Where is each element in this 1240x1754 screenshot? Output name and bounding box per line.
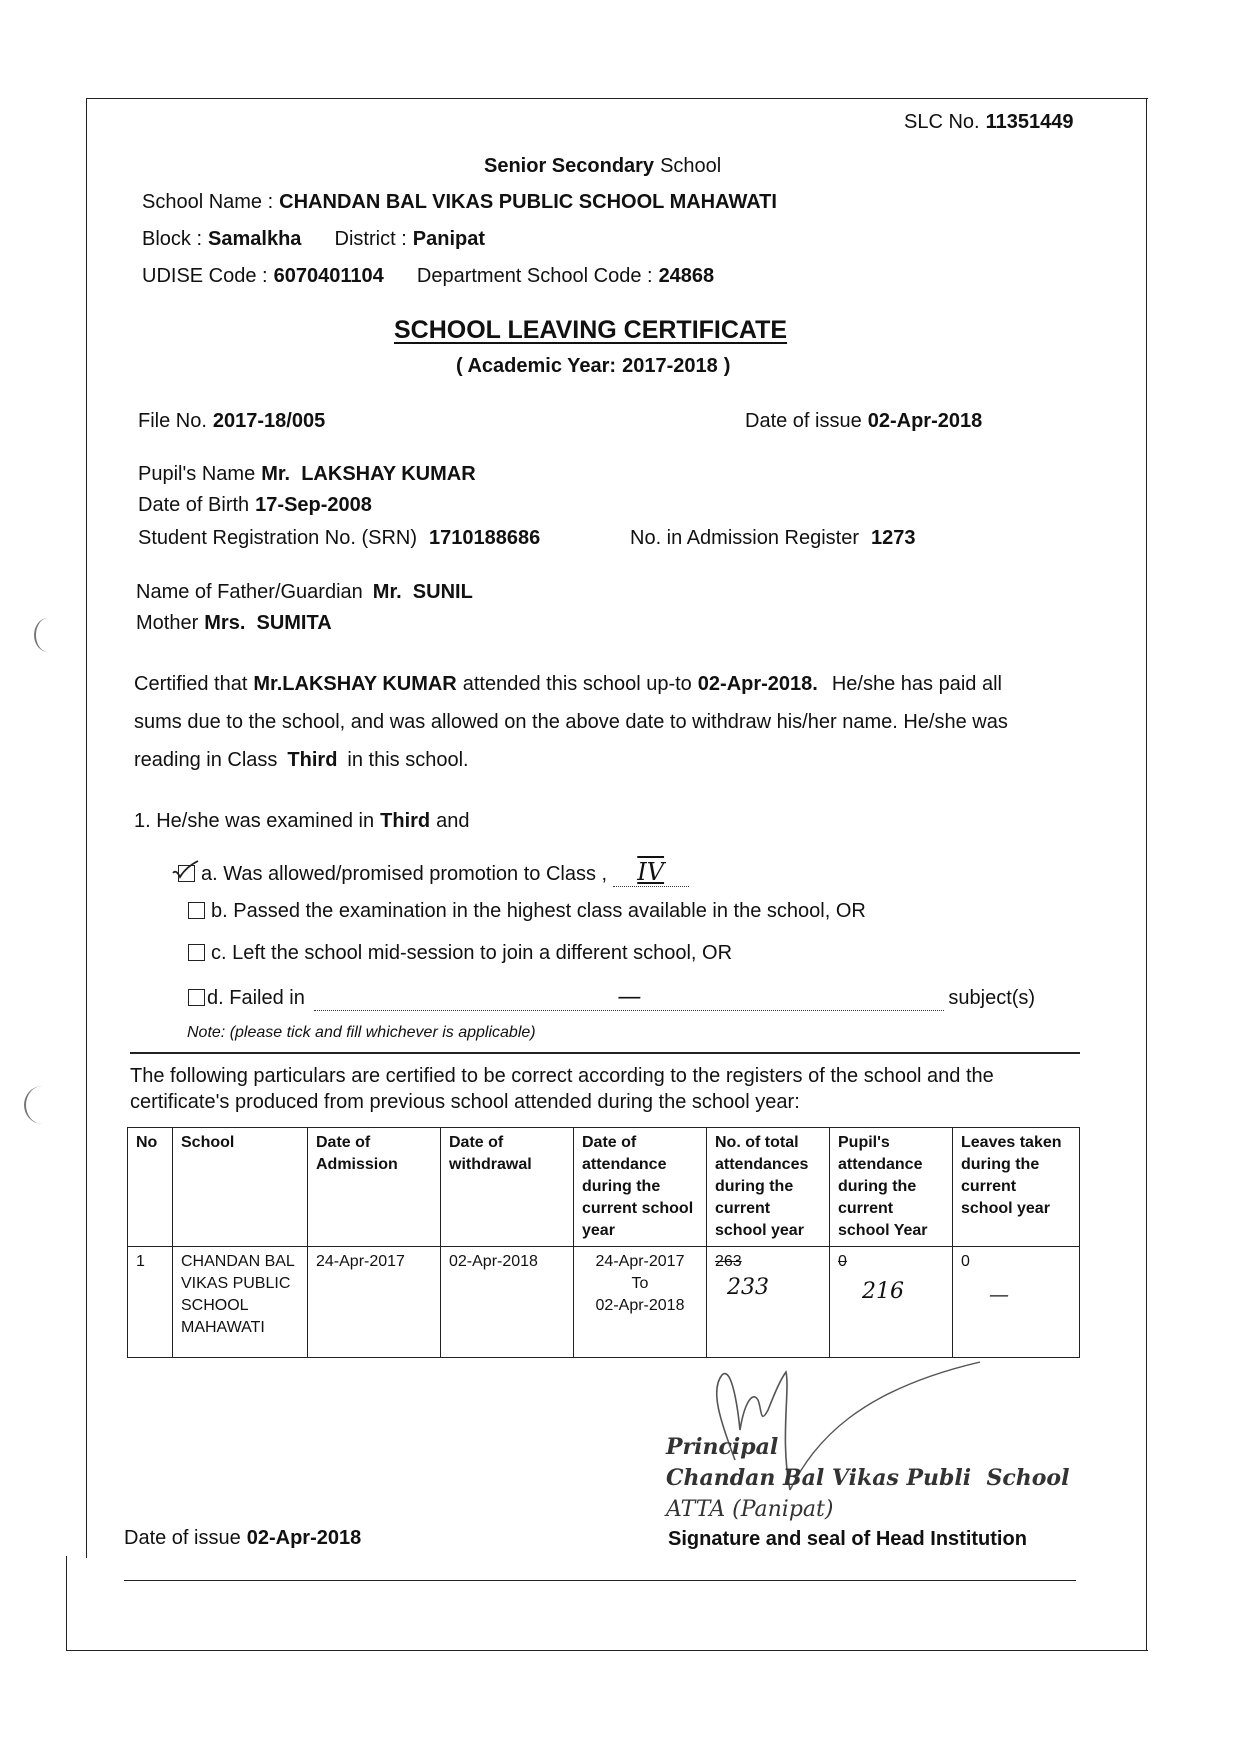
leaves-printed: 0 <box>961 1253 970 1270</box>
signature-label: Signature and seal of Head Institution <box>668 1528 1027 1550</box>
header-date-of-attendance: Date of attendance during the current school year <box>574 1128 707 1247</box>
note: Note: (please tick and fill whichever is applicable) <box>187 1024 536 1041</box>
page-border-left-lower <box>66 1556 67 1650</box>
total-printed: 263 <box>715 1253 742 1270</box>
cell-attendance-dates <box>574 1247 707 1358</box>
header-pupil-attendance: Pupil's attendance during the current school Year <box>830 1128 953 1247</box>
certified-line-2: sums due to the school, and was allowed on the above date to withdraw his/her name. He/she was <box>134 711 1008 733</box>
school-name: School Name : CHANDAN BAL VIKAS PUBLIC SCHOOL MAHAWATI <box>142 191 777 213</box>
particulars-line-1: The following particulars are certified to be correct according to the registers of the school and the <box>130 1065 994 1087</box>
header-no: No <box>128 1128 173 1247</box>
option-a: a. Was allowed/promised promotion to Class , IV <box>178 858 689 887</box>
option-d-blank: — <box>314 982 944 1011</box>
academic-year: ( Academic Year: 2017-2018 ) <box>456 355 731 377</box>
admission-register-no: No. in Admission Register 1273 <box>630 527 916 549</box>
checkmark-icon <box>171 859 201 883</box>
header-date-of-withdrawal: Date of withdrawal <box>441 1128 574 1247</box>
cell-leaves-taken <box>953 1247 1080 1358</box>
cell-total-attendances <box>707 1247 830 1358</box>
seal-line-2: Chandan Bal Vikas Publi School <box>666 1465 1070 1491</box>
page-border-bottom <box>66 1650 1148 1651</box>
header-school: School <box>173 1128 308 1247</box>
page-border-top <box>86 98 1148 99</box>
leaves-handwritten: — <box>989 1282 1009 1306</box>
option-a-checkbox[interactable] <box>178 865 195 882</box>
date-of-birth: Date of Birth 17-Sep-2008 <box>138 494 372 516</box>
option-d: d. Failed in — subject(s) <box>188 982 1035 1011</box>
page-border-left <box>86 98 87 1558</box>
option-b: b. Passed the examination in the highest class available in the school, OR <box>188 900 866 923</box>
seal-line-3: ATTA (Panipat) <box>666 1497 834 1522</box>
punch-hole-top <box>34 618 62 652</box>
school-type: Senior Secondary School <box>484 155 722 177</box>
file-number: File No. 2017-18/005 <box>138 410 326 432</box>
block-district: Block : Samalkha District : Panipat <box>142 228 486 250</box>
srn: Student Registration No. (SRN) 1710188686 <box>138 527 541 549</box>
particulars-line-2: certificate's produced from previous school attended during the school year: <box>130 1091 800 1113</box>
cell-withdrawal: 02-Apr-2018 <box>441 1247 574 1358</box>
bottom-divider-line <box>124 1580 1076 1581</box>
date-of-issue-bottom: Date of issue 02-Apr-2018 <box>124 1527 362 1549</box>
udise-code: UDISE Code : 6070401104 Department School Code : 24868 <box>142 265 715 287</box>
certified-line-3: reading in Class Third in this school. <box>134 749 469 771</box>
option-a-blank: IV <box>613 858 689 887</box>
cell-no: 1 <box>128 1247 173 1358</box>
header-date-of-admission: Date of Admission <box>308 1128 441 1247</box>
pupil-handwritten: 216 <box>862 1279 904 1304</box>
cell-att-from: 24-Apr-2017 <box>595 1253 685 1270</box>
option-d-checkbox[interactable] <box>188 989 205 1006</box>
option-b-checkbox[interactable] <box>188 902 205 919</box>
mother-name: Mother Mrs. SUMITA <box>136 612 332 634</box>
total-handwritten: 233 <box>727 1275 769 1300</box>
pupil-printed: 0 <box>838 1253 847 1270</box>
attendance-table <box>127 1127 1080 1358</box>
header-total-attendances: No. of total attendances during the current school year <box>707 1128 830 1247</box>
header-leaves-taken: Leaves taken during the current school year <box>953 1128 1080 1247</box>
cell-admission: 24-Apr-2017 <box>308 1247 441 1358</box>
slc-number: SLC No. 11351449 <box>904 111 1074 133</box>
punch-hole-bottom <box>24 1086 60 1124</box>
examined-line: 1. He/she was examined in Third and <box>134 810 470 832</box>
certificate-title: SCHOOL LEAVING CERTIFICATE <box>394 316 788 344</box>
cell-att-to: 02-Apr-2018 <box>595 1297 685 1314</box>
cell-school: CHANDAN BAL VIKAS PUBLIC SCHOOL MAHAWATI <box>173 1247 308 1358</box>
option-c: c. Left the school mid-session to join a different school, OR <box>188 942 732 965</box>
page-border-right <box>1146 98 1147 1650</box>
cell-pupil-attendance <box>830 1247 953 1358</box>
table-row <box>128 1247 1080 1358</box>
seal-line-1: Principal <box>666 1434 779 1460</box>
cell-att-to-word: To <box>631 1275 649 1292</box>
father-name: Name of Father/Guardian Mr. SUNIL <box>136 581 473 603</box>
pupil-name: Pupil's Name Mr. LAKSHAY KUMAR <box>138 463 476 485</box>
option-c-checkbox[interactable] <box>188 944 205 961</box>
divider-line <box>130 1052 1080 1054</box>
certified-line-1: Certified that Mr.LAKSHAY KUMAR attended this school up-to 02-Apr-2018. He/she has paid all <box>134 673 1002 695</box>
table-header-row <box>128 1128 1080 1247</box>
date-of-issue-top: Date of issue 02-Apr-2018 <box>745 410 983 432</box>
